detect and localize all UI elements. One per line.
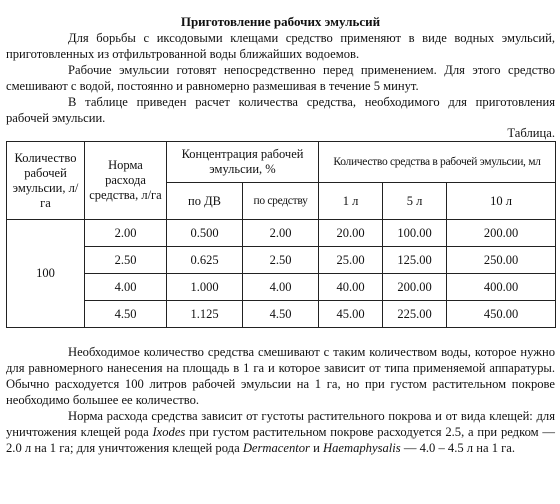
header-5l: 5 л — [383, 183, 447, 220]
table-cell: 25.00 — [319, 247, 383, 274]
table-cell: 200.00 — [383, 274, 447, 301]
table-cell: 1.125 — [167, 301, 243, 328]
intro-paragraph-1: Для борьбы с иксодовыми клещами средство применяют в виде водных эмульсий, приготовленных из отфильтрованной воды ближайших водоемов. — [6, 31, 555, 61]
header-1l: 1 л — [319, 183, 383, 220]
header-10l: 10 л — [447, 183, 556, 220]
text-run: и — [309, 441, 324, 455]
table-cell: 0.625 — [167, 247, 243, 274]
table-cell: 250.00 — [447, 247, 556, 274]
table-cell: 45.00 — [319, 301, 383, 328]
table-cell: 4.00 — [243, 274, 319, 301]
header-conc-dv: по ДВ — [167, 183, 243, 220]
table-cell: 450.00 — [447, 301, 556, 328]
header-concentration: Концентрация рабочей эмульсии, % — [167, 142, 319, 183]
table-caption: Таблица. — [507, 126, 555, 140]
body-paragraph-2 — [6, 408, 555, 456]
table-row — [7, 274, 556, 301]
genus-ixodes: Ixodes — [152, 425, 186, 439]
table-row — [7, 301, 556, 328]
table-cell: 2.50 — [243, 247, 319, 274]
emulsion-table — [6, 141, 556, 328]
table-cell: 1.000 — [167, 274, 243, 301]
table-cell: 2.00 — [85, 220, 167, 247]
table-cell: 4.00 — [85, 274, 167, 301]
table-cell: 200.00 — [447, 220, 556, 247]
table-cell: 125.00 — [383, 247, 447, 274]
text-run: при густом растительном покрове расходуется 2.5, а при редком — 2.0 л на 1 га; для уничтожения клещей рода — [6, 425, 555, 455]
header-norm: Норма расхода средства, л/га — [85, 142, 167, 220]
table-cell: 4.50 — [243, 301, 319, 328]
header-conc-sr: по средству — [243, 183, 319, 220]
body-paragraph-1: Необходимое количество средства смешивают с таким количеством воды, которое нужно для равномерного нанесения на площадь в 1 га и которое зависит от типа применяемой аппаратуры. Обычно расходуется 100 литров рабочей эмульсии на 1 га, но при густом растительном покрове необходимо большее ее количество. — [6, 345, 555, 407]
document-page — [6, 0, 555, 456]
intro-paragraph-3: В таблице приведен расчет количества средства, необходимого для приготовления рабочей эмульсии. — [6, 95, 555, 125]
table-cell: 4.50 — [85, 301, 167, 328]
header-amount: Количество средства в рабочей эмульсии, мл — [319, 142, 556, 183]
table-cell: 40.00 — [319, 274, 383, 301]
header-emulsion-qty: Количество рабочей эмульсии, л/га — [7, 142, 85, 220]
table-row — [7, 247, 556, 274]
intro-paragraph-2: Рабочие эмульсии готовят непосредственно перед применением. Для этого средство смешивают с водой, постоянно и равномерно размешивая в течение 5 минут. — [6, 63, 555, 93]
table-cell: 20.00 — [319, 220, 383, 247]
table-cell: 2.00 — [243, 220, 319, 247]
table-header-row — [7, 142, 556, 183]
table-cell: 400.00 — [447, 274, 556, 301]
genus-haemaphysalis: Haemaphysalis — [323, 441, 401, 455]
text-run: — 4.0 – 4.5 л на 1 га. — [400, 441, 516, 455]
emulsion-qty-value: 100 — [7, 220, 85, 328]
section-title: Приготовление рабочих эмульсий — [180, 14, 381, 29]
table-cell: 100.00 — [383, 220, 447, 247]
genus-dermacentor: Dermacentor — [242, 441, 310, 455]
table-cell: 0.500 — [167, 220, 243, 247]
table-row — [7, 220, 556, 247]
text-run: Норма расхода средства зависит от густоты растительного покрова и от вида клещей: для уничтожения клещей рода — [6, 409, 555, 439]
table-cell: 225.00 — [383, 301, 447, 328]
table-cell: 2.50 — [85, 247, 167, 274]
